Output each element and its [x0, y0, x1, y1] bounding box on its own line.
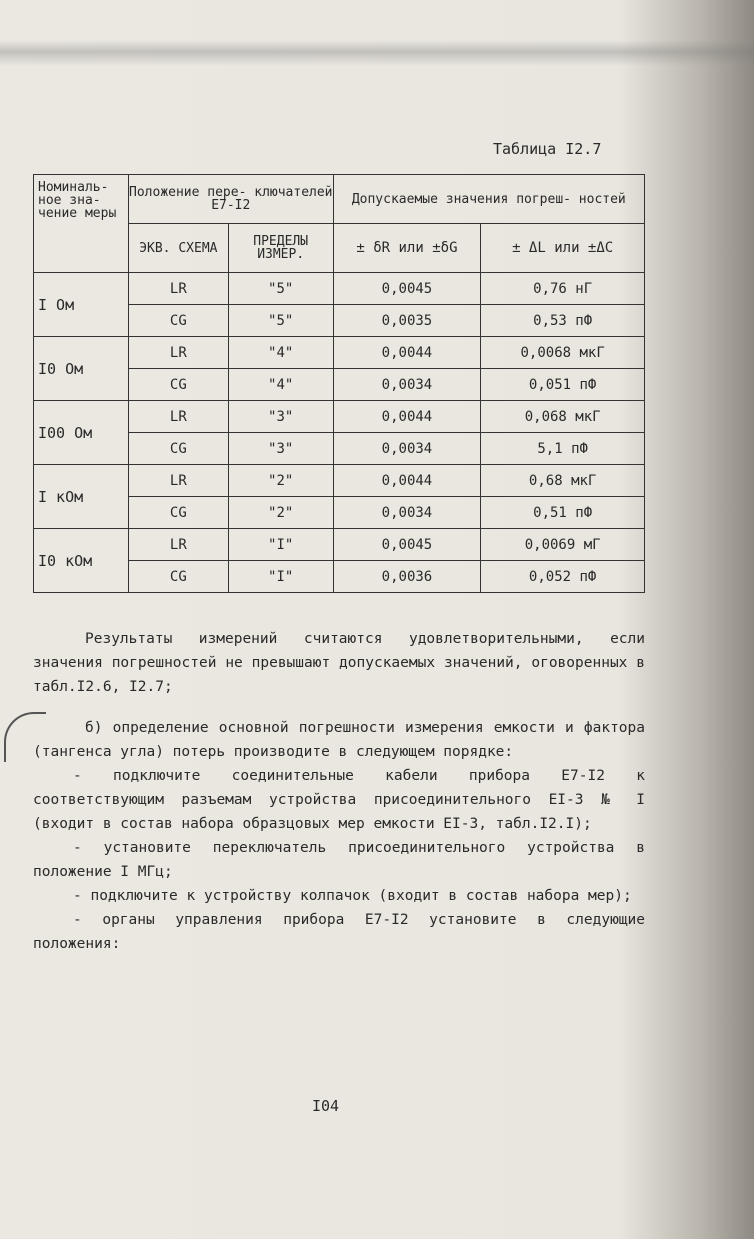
- abs-error-cell: 0,052 пФ: [481, 561, 645, 593]
- limit-cell: "I": [228, 529, 333, 561]
- nominal-cell: I Ом: [34, 273, 129, 337]
- rel-error-cell: 0,0034: [333, 433, 481, 465]
- paragraph-step-cap: - подключите к устройству колпачок (входит в состав набора мер);: [73, 888, 632, 904]
- rel-error-cell: 0,0045: [333, 273, 481, 305]
- rel-error-cell: 0,0034: [333, 369, 481, 401]
- table-row: [34, 337, 645, 369]
- circuit-cell: CG: [128, 433, 228, 465]
- limit-cell: "3": [228, 433, 333, 465]
- header-delta-r: ± δR или ±δG: [333, 224, 481, 273]
- rel-error-cell: 0,0034: [333, 497, 481, 529]
- abs-error-cell: 5,1 пФ: [481, 433, 645, 465]
- paragraph-step-cables: - подключите соединительные кабели прибора Е7-I2 к соответствующим разъемам устройства присоединительного ЕI-3 № I (входит в состав набора образцовых мер емкости ЕI-3, табл.I2.I);: [33, 768, 645, 832]
- circuit-cell: LR: [128, 465, 228, 497]
- circuit-cell: CG: [128, 305, 228, 337]
- abs-error-cell: 0,76 нГ: [481, 273, 645, 305]
- nominal-cell: I00 Ом: [34, 401, 129, 465]
- table-row: [34, 401, 645, 433]
- nominal-cell: I кОм: [34, 465, 129, 529]
- page-number: I04: [312, 1097, 340, 1115]
- limit-cell: "5": [228, 273, 333, 305]
- header-nominal: Номиналь- ное зна- чение меры: [34, 175, 129, 273]
- limit-cell: "I": [228, 561, 333, 593]
- limit-cell: "2": [228, 497, 333, 529]
- circuit-cell: LR: [128, 337, 228, 369]
- limit-cell: "4": [228, 337, 333, 369]
- nominal-cell: I0 кОм: [34, 529, 129, 593]
- circuit-cell: LR: [128, 529, 228, 561]
- header-delta-l: ± ΔL или ±ΔC: [481, 224, 645, 273]
- body-text-block: [33, 627, 645, 699]
- abs-error-cell: 0,0068 мкГ: [481, 337, 645, 369]
- abs-error-cell: 0,68 мкГ: [481, 465, 645, 497]
- header-switch-group: Положение пере- ключателей Е7-I2: [128, 175, 333, 224]
- header-equiv-circuit: ЭКВ. СХЕМА: [128, 224, 228, 273]
- abs-error-cell: 0,0069 мГ: [481, 529, 645, 561]
- rel-error-cell: 0,0044: [333, 465, 481, 497]
- table-row: [34, 529, 645, 561]
- limit-cell: "2": [228, 465, 333, 497]
- table-row: [34, 465, 645, 497]
- header-tolerance-group: Допускаемые значения погреш- ностей: [333, 175, 644, 224]
- header-limits: ПРЕДЕЛЫ ИЗМЕР.: [228, 224, 333, 273]
- paragraph-step-controls: - органы управления прибора Е7-I2 установите в следующие положения:: [33, 912, 645, 952]
- nominal-cell: I0 Ом: [34, 337, 129, 401]
- table-row: [34, 273, 645, 305]
- abs-error-cell: 0,53 пФ: [481, 305, 645, 337]
- limit-cell: "3": [228, 401, 333, 433]
- circuit-cell: LR: [128, 401, 228, 433]
- limit-cell: "4": [228, 369, 333, 401]
- paragraph-procedure-b: б) определение основной погрешности измерения емкости и фактора (тангенса угла) потерь производите в следующем порядке:: [33, 720, 645, 760]
- procedure-text-block: [33, 716, 645, 956]
- circuit-cell: LR: [128, 273, 228, 305]
- circuit-cell: CG: [128, 497, 228, 529]
- circuit-cell: CG: [128, 369, 228, 401]
- circuit-cell: CG: [128, 561, 228, 593]
- rel-error-cell: 0,0036: [333, 561, 481, 593]
- table-caption: Таблица I2.7: [493, 140, 602, 158]
- paragraph-step-switch: - установите переключатель присоединительного устройства в положение I МГц;: [33, 840, 645, 880]
- rel-error-cell: 0,0045: [333, 529, 481, 561]
- scan-shadow-band: [0, 40, 754, 66]
- abs-error-cell: 0,51 пФ: [481, 497, 645, 529]
- limit-cell: "5": [228, 305, 333, 337]
- rel-error-cell: 0,0035: [333, 305, 481, 337]
- paragraph-results: Результаты измерений считаются удовлетворительными, если значения погрешностей не превышают допускаемых значений, оговоренных в табл.I2.6, I2.7;: [33, 631, 645, 695]
- tolerance-table: [33, 174, 645, 593]
- abs-error-cell: 0,068 мкГ: [481, 401, 645, 433]
- abs-error-cell: 0,051 пФ: [481, 369, 645, 401]
- rel-error-cell: 0,0044: [333, 337, 481, 369]
- rel-error-cell: 0,0044: [333, 401, 481, 433]
